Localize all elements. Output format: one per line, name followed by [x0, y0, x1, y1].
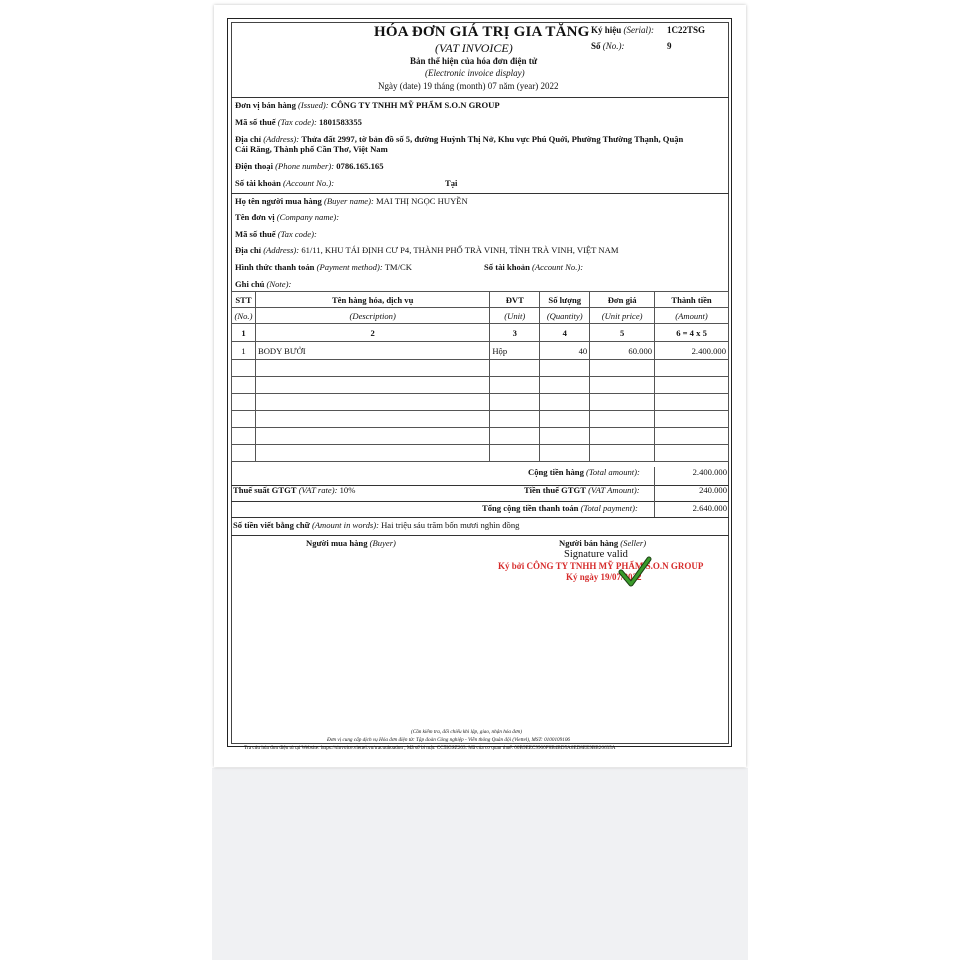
divider — [231, 535, 729, 536]
col-header-unit-price-en: (Unit price) — [590, 308, 655, 324]
invoice-title: HÓA ĐƠN GIÁ TRỊ GIA TĂNG — [374, 24, 590, 40]
vat-amount-value: 240.000 — [699, 485, 727, 495]
vat-rate-value: 10% — [339, 485, 356, 495]
footer-lookup: Tra cứu hóa đơn điện tử tại Website: https://sinvoice.viettel.vn/tracuuhoadon , Mã số bí mật: CC5IGSZ203. Mã của cơ quan thuế: 00B9EEC9900F8B4BD5A6ED8EE9BB26635A — [244, 745, 616, 751]
seller-tax-row: Mã số thuế (Tax code): 1801583355 — [235, 117, 362, 127]
seller-address-row: Địa chỉ (Address): Thửa đất 2997, tờ bản đồ số 5, đường Huỳnh Thị Nở, Khu vực Phú Quới, Phường Thường Thạnh, Quận — [235, 134, 684, 144]
number-field — [591, 41, 672, 51]
col-header-description-en: (Description) — [255, 308, 489, 324]
seller-account-row: Số tài khoản (Account No.): — [235, 178, 335, 188]
buyer-name: MAI THỊ NGỌC HUYỀN — [376, 196, 468, 206]
footer-note: (Cần kiểm tra, đối chiếu khi lập, giao, nhận hóa đơn) — [411, 729, 522, 735]
total-value: 2.640.000 — [692, 503, 727, 513]
empty-row — [232, 445, 729, 462]
signed-date-text: Ký ngày 19/07/2022 — [566, 572, 642, 582]
table-row: 1 BODY BƯỞI Hộp 40 60.000 2.400.000 — [232, 342, 729, 360]
number-label: Số — [591, 41, 601, 51]
signed-by-text: Ký bởi CÔNG TY TNHH MỸ PHẨM S.O.N GROUP — [498, 561, 704, 571]
buyer-signature-label: Người mua hàng (Buyer) — [306, 538, 396, 548]
col-header-quantity-en: (Quantity) — [540, 308, 590, 324]
buyer-note-row: Ghi chú (Note): — [235, 279, 292, 289]
empty-row — [232, 360, 729, 377]
background-panel — [212, 768, 748, 960]
signature-valid-text: Signature valid — [564, 549, 628, 560]
column-number-row: 1 2 3 4 5 6 = 4 x 5 — [232, 324, 729, 342]
empty-row — [232, 428, 729, 445]
invoice-page — [214, 5, 746, 767]
col-header-no-en: (No.) — [232, 308, 256, 324]
buyer-name-row: Họ tên người mua hàng (Buyer name): MAI THỊ NGỌC HUYỀN — [235, 196, 468, 206]
invoice-date: Ngày (date) 19 tháng (month) 07 năm (year) 2022 — [378, 81, 559, 91]
total-label: Tổng cộng tiền thanh toán (Total payment): — [482, 503, 638, 513]
buyer-address-row: Địa chỉ (Address): 61/11, KHU TÁI ĐỊNH CƯ P4, THÀNH PHỐ TRÀ VINH, TỈNH TRÀ VINH, VIỆT NAM — [235, 245, 619, 255]
amount-in-words-row: Số tiền viết bằng chữ (Amount in words): Hai triệu sáu trăm bốn mươi nghìn đồng — [233, 520, 520, 530]
seller-phone-row: Điện thoại (Phone number): 0786.165.165 — [235, 161, 384, 171]
buyer-account-row: Số tài khoản (Account No.): — [484, 262, 584, 272]
col-header-amount: Thành tiền — [655, 292, 729, 308]
number-label-en: (No.): — [602, 41, 625, 51]
footer-provider: Đơn vị cung cấp dịch vụ Hóa đơn điện tử: Tập đoàn Công nghiệp - Viễn thông Quân đội (Viettel), MST: 0100109106 — [327, 737, 571, 743]
seller-name: CÔNG TY TNHH MỸ PHẨM S.O.N GROUP — [330, 100, 500, 110]
display-note-vi: Bản thể hiện của hóa đơn điện tử — [410, 56, 538, 66]
col-header-unit-en: (Unit) — [490, 308, 540, 324]
amount-in-words: Hai triệu sáu trăm bốn mươi nghìn đồng — [381, 520, 520, 530]
divider — [231, 97, 729, 98]
empty-row — [232, 377, 729, 394]
subtotal-label: Cộng tiền hàng (Total amount): — [528, 467, 640, 477]
col-header-amount-en: (Amount) — [655, 308, 729, 324]
invoice-subtitle: (VAT INVOICE) — [435, 41, 513, 55]
empty-row — [232, 394, 729, 411]
buyer-payment-row: Hình thức thanh toán (Payment method): TM/CK — [235, 262, 412, 272]
seller-address-line1: Thửa đất 2997, tờ bản đồ số 5, đường Huỳnh Thị Nở, Khu vực Phú Quới, Phường Thường Thạnh, Quận — [301, 134, 684, 144]
totals-value-column — [654, 467, 729, 517]
display-note-en: (Electronic invoice display) — [425, 68, 525, 78]
col-header-no: STT — [232, 292, 256, 308]
buyer-tax-row: Mã số thuế (Tax code): — [235, 229, 317, 239]
col-header-description: Tên hàng hóa, dịch vụ — [255, 292, 489, 308]
vat-amount-label: Tiền thuế GTGT (VAT Amount): — [524, 485, 640, 495]
col-header-quantity: Số lượng — [540, 292, 590, 308]
serial-value: 1C22TSG — [667, 25, 706, 35]
vat-rate-row: Thuế suất GTGT (VAT rate): 10% — [233, 485, 356, 495]
divider — [231, 517, 729, 518]
seller-name-row: Đơn vị bán hàng (Issued): CÔNG TY TNHH MỸ PHẨM S.O.N GROUP — [235, 100, 500, 110]
buyer-payment-method: TM/CK — [384, 262, 412, 272]
seller-tax-code: 1801583355 — [318, 117, 362, 127]
serial-label: Ký hiệu — [591, 25, 622, 35]
items-table — [231, 291, 729, 462]
buyer-address: 61/11, KHU TÁI ĐỊNH CƯ P4, THÀNH PHỐ TRÀ VINH, TỈNH TRÀ VINH, VIỆT NAM — [301, 245, 619, 255]
subtotal-value: 2.400.000 — [692, 467, 727, 477]
checkmark-icon — [618, 555, 652, 589]
serial-label-en: (Serial): — [623, 25, 655, 35]
seller-signature-label: Người bán hàng (Seller) — [559, 538, 647, 548]
table-header-en — [232, 308, 729, 324]
buyer-company-row: Tên đơn vị (Company name): — [235, 212, 340, 222]
col-header-unit: ĐVT — [490, 292, 540, 308]
divider — [231, 193, 729, 194]
serial-field — [591, 25, 706, 35]
seller-phone: 0786.165.165 — [336, 161, 384, 171]
seller-address-line2: Cái Răng, Thành phố Cần Thơ, Việt Nam — [235, 144, 388, 154]
empty-row — [232, 411, 729, 428]
seller-bank-label: Tại — [445, 178, 458, 188]
table-header-vi — [232, 292, 729, 308]
number-value: 9 — [667, 41, 672, 51]
col-header-unit-price: Đơn giá — [590, 292, 655, 308]
